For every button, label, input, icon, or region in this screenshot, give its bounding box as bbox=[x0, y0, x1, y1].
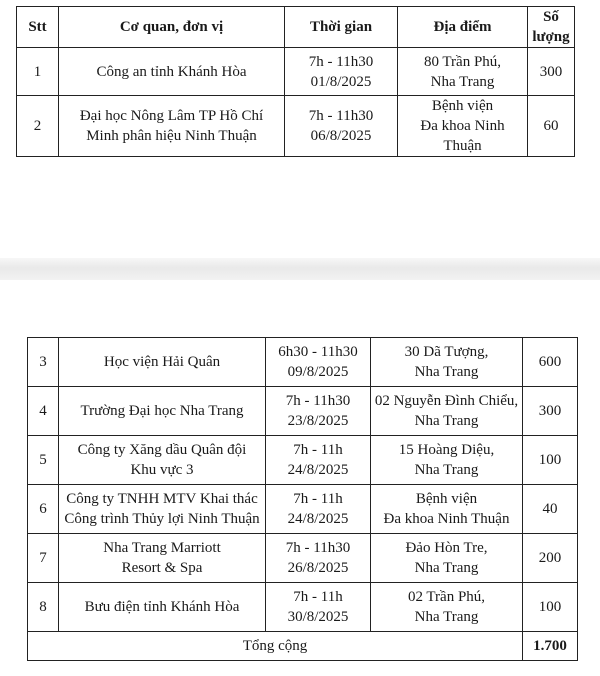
cell-agency bbox=[59, 436, 266, 485]
cell-location bbox=[371, 534, 523, 583]
cell-time-line: 7h - 11h30 bbox=[285, 540, 351, 556]
cell-quantity: 100 bbox=[523, 436, 578, 485]
table-row bbox=[28, 583, 578, 632]
cell-location bbox=[398, 96, 528, 157]
cell-time bbox=[266, 485, 371, 534]
cell-time-line: 24/8/2025 bbox=[287, 511, 349, 527]
cell-location-line: Đa khoa Ninh Thuận bbox=[383, 511, 510, 527]
cell-location bbox=[398, 48, 528, 96]
cell-location-line: 02 Trần Phú, bbox=[407, 589, 486, 605]
cell-agency bbox=[59, 534, 266, 583]
cell-location-line: 02 Nguyễn Đình Chiểu, bbox=[374, 393, 519, 409]
cell-location-line: Nha Trang bbox=[414, 364, 479, 380]
cell-location bbox=[371, 485, 523, 534]
cell-stt: 7 bbox=[28, 534, 59, 583]
cell-location-line: Nha Trang bbox=[430, 73, 495, 90]
cell-location bbox=[371, 387, 523, 436]
cell-agency-line: Bưu điện tỉnh Khánh Hòa bbox=[84, 599, 240, 615]
cell-quantity: 600 bbox=[523, 338, 578, 387]
cell-stt: 8 bbox=[28, 583, 59, 632]
cell-quantity: 300 bbox=[523, 387, 578, 436]
cell-location-line: Nha Trang bbox=[414, 413, 479, 429]
cell-stt: 6 bbox=[28, 485, 59, 534]
cell-agency-line: Khu vực 3 bbox=[130, 462, 194, 478]
cell-time-line: 23/8/2025 bbox=[287, 413, 349, 429]
cell-time bbox=[266, 583, 371, 632]
cell-agency bbox=[59, 48, 285, 96]
header-location: Địa điểm bbox=[398, 7, 528, 48]
cell-agency-line: Nha Trang Marriott bbox=[103, 540, 221, 556]
table-row bbox=[28, 387, 578, 436]
cell-stt: 4 bbox=[28, 387, 59, 436]
cell-time-line: 30/8/2025 bbox=[287, 609, 349, 625]
cell-agency bbox=[59, 485, 266, 534]
header-quantity-line2: lượng bbox=[532, 29, 570, 45]
cell-time-line: 7h - 11h30 bbox=[285, 393, 351, 409]
cell-agency-line: Công ty Xăng dầu Quân đội bbox=[77, 442, 247, 458]
cell-time-line: 01/8/2025 bbox=[310, 73, 372, 90]
cell-time bbox=[285, 96, 398, 157]
cell-agency bbox=[59, 338, 266, 387]
cell-location-line: Bệnh viện bbox=[415, 491, 478, 507]
cell-agency-line: Công ty TNHH MTV Khai thác bbox=[66, 491, 258, 507]
total-row bbox=[28, 632, 578, 661]
header-quantity bbox=[528, 7, 575, 48]
table-row bbox=[28, 436, 578, 485]
cell-location-line: Bệnh viện bbox=[431, 98, 494, 114]
header-time: Thời gian bbox=[285, 7, 398, 48]
cell-agency bbox=[59, 387, 266, 436]
cell-location-line: Đa khoa Ninh Thuận bbox=[420, 118, 505, 154]
table-row bbox=[17, 48, 575, 96]
schedule-table-part1 bbox=[16, 6, 575, 157]
cell-quantity: 40 bbox=[523, 485, 578, 534]
cell-time-line: 7h - 11h bbox=[293, 491, 343, 507]
cell-location bbox=[371, 583, 523, 632]
cell-quantity: 60 bbox=[528, 96, 575, 157]
table-header-row bbox=[17, 7, 575, 48]
cell-agency bbox=[59, 96, 285, 157]
table-row bbox=[28, 485, 578, 534]
cell-agency-line: Công trình Thủy lợi Ninh Thuận bbox=[64, 511, 260, 527]
cell-time-line: 26/8/2025 bbox=[287, 560, 349, 576]
cell-time bbox=[266, 534, 371, 583]
header-stt: Stt bbox=[17, 7, 59, 48]
cell-agency-line: Minh phân hiệu Ninh Thuận bbox=[86, 128, 257, 144]
page-separator bbox=[0, 258, 600, 280]
rows-part2 bbox=[28, 338, 578, 632]
cell-time-line: 7h - 11h bbox=[293, 589, 343, 605]
document-page-top bbox=[0, 0, 600, 258]
table-row bbox=[28, 534, 578, 583]
header-quantity-line1: Số bbox=[543, 9, 559, 25]
schedule-table-part2 bbox=[27, 337, 578, 661]
table-row bbox=[28, 338, 578, 387]
table-row bbox=[17, 96, 575, 157]
cell-time bbox=[266, 436, 371, 485]
cell-time bbox=[285, 48, 398, 96]
cell-time bbox=[266, 338, 371, 387]
cell-agency-line: Học viện Hải Quân bbox=[103, 354, 221, 370]
header-agency: Cơ quan, đơn vị bbox=[59, 7, 285, 48]
cell-quantity: 100 bbox=[523, 583, 578, 632]
cell-location-line: Nha Trang bbox=[414, 560, 479, 576]
cell-quantity: 300 bbox=[528, 48, 575, 96]
cell-location bbox=[371, 338, 523, 387]
cell-time-line: 09/8/2025 bbox=[287, 364, 349, 380]
cell-location-line: 80 Trần Phú, bbox=[423, 53, 502, 70]
cell-location-line: 15 Hoàng Diệu, bbox=[398, 442, 495, 458]
cell-time-line: 7h - 11h bbox=[293, 442, 343, 458]
total-value: 1.700 bbox=[523, 632, 578, 661]
cell-agency-line: Resort & Spa bbox=[121, 560, 203, 576]
rows-part1 bbox=[17, 48, 575, 157]
cell-stt: 2 bbox=[17, 96, 59, 157]
document-page-bottom bbox=[0, 280, 600, 676]
total-label: Tổng cộng bbox=[28, 632, 523, 661]
cell-location bbox=[371, 436, 523, 485]
cell-stt: 1 bbox=[17, 48, 59, 96]
cell-time-line: 7h - 11h30 bbox=[308, 53, 374, 70]
cell-time-line: 24/8/2025 bbox=[287, 462, 349, 478]
cell-stt: 3 bbox=[28, 338, 59, 387]
cell-agency bbox=[59, 583, 266, 632]
cell-location-line: Nha Trang bbox=[414, 462, 479, 478]
cell-time-line: 6h30 - 11h30 bbox=[278, 344, 358, 360]
cell-time-line: 7h - 11h30 bbox=[308, 108, 374, 124]
cell-quantity: 200 bbox=[523, 534, 578, 583]
cell-location-line: Đảo Hòn Tre, bbox=[405, 540, 488, 556]
cell-agency-line: Đại học Nông Lâm TP Hồ Chí bbox=[79, 108, 264, 124]
cell-agency-line: Trường Đại học Nha Trang bbox=[80, 403, 244, 419]
cell-time-line: 06/8/2025 bbox=[310, 128, 372, 144]
cell-time bbox=[266, 387, 371, 436]
cell-agency-line: Công an tỉnh Khánh Hòa bbox=[96, 63, 247, 80]
cell-location-line: 30 Dã Tượng, bbox=[404, 344, 489, 360]
cell-stt: 5 bbox=[28, 436, 59, 485]
cell-location-line: Nha Trang bbox=[414, 609, 479, 625]
